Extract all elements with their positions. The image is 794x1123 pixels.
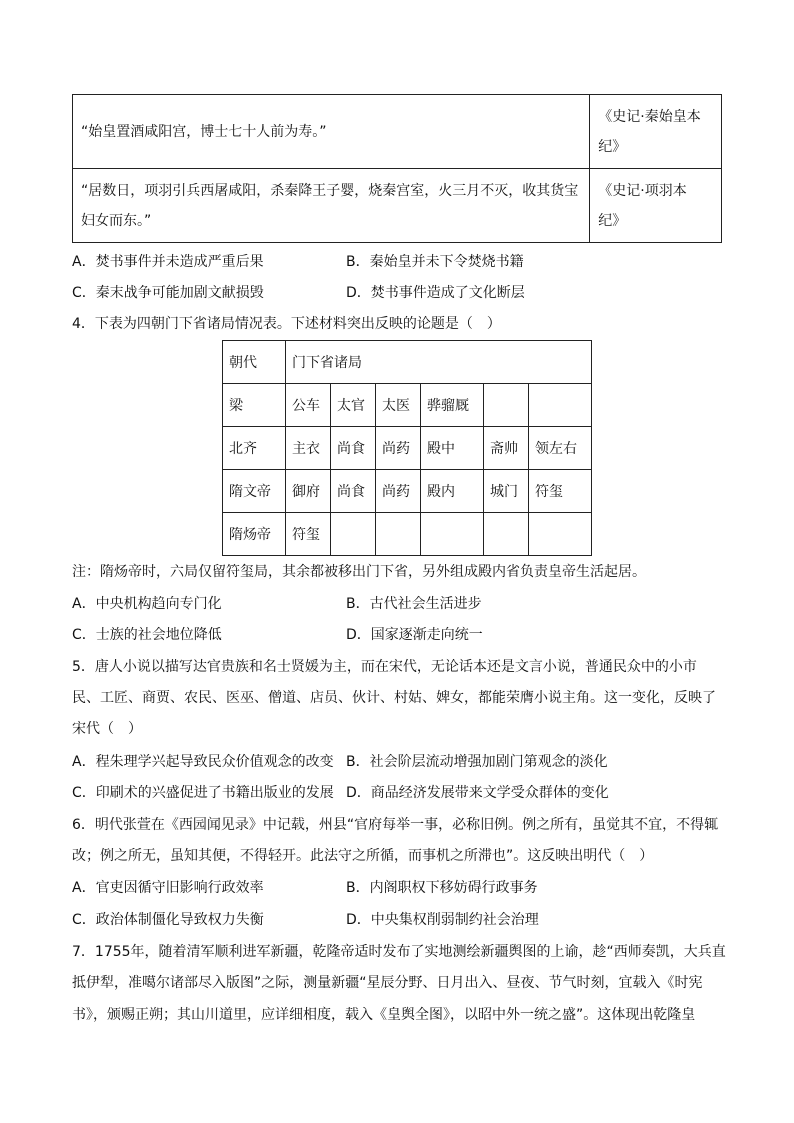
bureau-table bbox=[222, 340, 592, 556]
question-stem: 7．1755年，随着清军顺利进军新疆，乾隆帝适时发布了实地测绘新疆舆图的上谕，趁“西师奏凯，大兵直 bbox=[72, 944, 726, 960]
quote-text: “始皇置酒咸阳宫，博士七十人前为寿。” bbox=[81, 123, 327, 140]
table-cell bbox=[484, 513, 529, 556]
option-d: D．国家逐渐走向统一 bbox=[346, 627, 483, 643]
table-cell: 隋炀帝 bbox=[223, 513, 286, 556]
quote-cell bbox=[73, 169, 590, 243]
option-c: C．士族的社会地位降低 bbox=[72, 627, 222, 643]
table-row bbox=[73, 95, 722, 169]
option-b: B．内阁职权下移妨碍行政事务 bbox=[346, 880, 538, 896]
table-cell bbox=[421, 513, 484, 556]
table-cell: 太医 bbox=[376, 384, 421, 427]
table-note: 注：隋炀帝时，六局仅留符玺局，其余都被移出门下省，另外组成殿内省负责皇帝生活起居。 bbox=[72, 564, 646, 580]
option-b: B．社会阶层流动增强加剧门第观念的淡化 bbox=[346, 754, 608, 770]
question-stem: 民、工匠、商贾、农民、医巫、僧道、店员、伙计、村姑、婢女，都能荣膺小说主角。这一变化，反映了 bbox=[72, 690, 716, 706]
question-stem: 6．明代张萱在《西园闻见录》中记载，州县“官府每举一事，必称旧例。例之所有，虽觉其不宜，不得辄 bbox=[72, 817, 719, 833]
option-a: A．官吏因循守旧影响行政效率 bbox=[72, 880, 264, 896]
table-cell: 符玺 bbox=[286, 513, 331, 556]
table-cell: 主衣 bbox=[286, 427, 331, 470]
option-d: D．商品经济发展带来文学受众群体的变化 bbox=[346, 785, 609, 801]
option-b: B．古代社会生活进步 bbox=[346, 596, 482, 612]
table-cell: 隋文帝 bbox=[223, 470, 286, 513]
table-cell: 骅骝厩 bbox=[421, 384, 484, 427]
source-text: 纪》 bbox=[598, 212, 627, 229]
question-stem: 改；例之所无，虽知其便，不得轻开。此法守之所循，而事机之所滞也”。这反映出明代（ ） bbox=[72, 848, 654, 864]
table-row bbox=[223, 341, 592, 384]
table-cell: 殿中 bbox=[421, 427, 484, 470]
table-row bbox=[223, 427, 592, 470]
quote-cell bbox=[73, 95, 590, 169]
table-cell: 尚药 bbox=[376, 470, 421, 513]
table-cell: 御府 bbox=[286, 470, 331, 513]
question-stem: 4．下表为四朝门下省诸局情况表。下述材料突出反映的论题是（ ） bbox=[72, 316, 501, 332]
table-cell: 尚食 bbox=[331, 470, 376, 513]
table-cell bbox=[529, 384, 592, 427]
table-cell bbox=[484, 384, 529, 427]
table-header-cell: 朝代 bbox=[223, 341, 286, 384]
option-d: D．焚书事件造成了文化断层 bbox=[346, 285, 525, 301]
option-c: C．政治体制僵化导致权力失衡 bbox=[72, 912, 264, 928]
option-a: A．程朱理学兴起导致民众价值观念的改变 bbox=[72, 754, 334, 770]
table-cell: 符玺 bbox=[529, 470, 592, 513]
table-header-cell: 门下省诸局 bbox=[286, 341, 592, 384]
option-c: C．秦末战争可能加剧文献损毁 bbox=[72, 285, 264, 301]
question-stem: 抵伊犁，准噶尔诸部尽入版图”之际，测量新疆“星辰分野、日月出入、昼夜、节气时刻，宜载入《时宪 bbox=[72, 975, 703, 991]
table-cell: 太官 bbox=[331, 384, 376, 427]
table-row bbox=[223, 470, 592, 513]
source-text: 纪》 bbox=[598, 138, 627, 155]
table-cell bbox=[529, 513, 592, 556]
option-b: B．秦始皇并未下令焚烧书籍 bbox=[346, 254, 524, 270]
option-d: D．中央集权削弱制约社会治理 bbox=[346, 912, 539, 928]
source-cell bbox=[590, 169, 722, 243]
table-cell: 梁 bbox=[223, 384, 286, 427]
source-text: 《史记·项羽本 bbox=[598, 182, 687, 199]
table-row bbox=[223, 384, 592, 427]
table-cell bbox=[376, 513, 421, 556]
option-a: A．中央机构趋向专门化 bbox=[72, 596, 222, 612]
table-cell: 尚药 bbox=[376, 427, 421, 470]
table-cell: 领左右 bbox=[529, 427, 592, 470]
option-a: A．焚书事件并未造成严重后果 bbox=[72, 254, 264, 270]
table-cell: 殿内 bbox=[421, 470, 484, 513]
option-c: C．印刷术的兴盛促进了书籍出版业的发展 bbox=[72, 785, 334, 801]
quote-table bbox=[72, 94, 722, 243]
quote-text: “居数日，项羽引兵西屠咸阳，杀秦降王子婴，烧秦宫室，火三月不灭，收其货宝 bbox=[81, 182, 579, 199]
source-cell bbox=[590, 95, 722, 169]
quote-text: 妇女而东。” bbox=[81, 212, 152, 229]
table-cell: 尚食 bbox=[331, 427, 376, 470]
table-cell: 公车 bbox=[286, 384, 331, 427]
table-cell: 斋帅 bbox=[484, 427, 529, 470]
question-stem: 书》，颁赐正朔；其山川道里，应详细相度，载入《皇舆全图》，以昭中外一统之盛”。这体现出乾隆皇 bbox=[72, 1007, 696, 1023]
table-cell bbox=[331, 513, 376, 556]
question-stem: 宋代（ ） bbox=[72, 721, 142, 737]
table-cell: 北齐 bbox=[223, 427, 286, 470]
table-cell: 城门 bbox=[484, 470, 529, 513]
table-row bbox=[223, 513, 592, 556]
source-text: 《史记·秦始皇本 bbox=[598, 108, 701, 125]
question-stem: 5．唐人小说以描写达官贵族和名士贤媛为主，而在宋代，无论话本还是文言小说，普通民众中的小市 bbox=[72, 659, 697, 675]
table-row bbox=[73, 169, 722, 243]
